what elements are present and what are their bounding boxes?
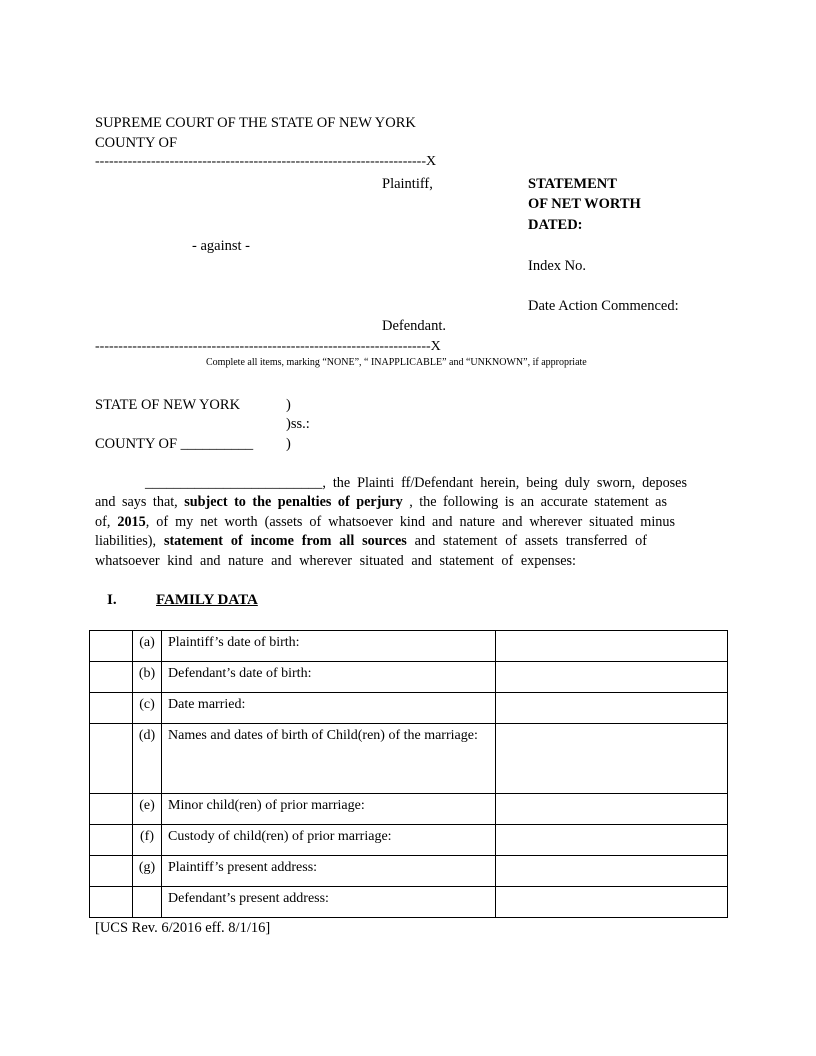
caption-divider-top: -----------------------------------------------------------------------X: [95, 154, 437, 169]
statement-dated: DATED:: [528, 217, 583, 233]
row-answer-field[interactable]: [496, 887, 728, 918]
statement-title-line1: STATEMENT: [528, 176, 617, 192]
row-answer-field[interactable]: [496, 631, 728, 662]
row-letter: (f): [133, 825, 162, 856]
section-number: I.: [107, 592, 117, 608]
venue-ss: )ss.:: [286, 416, 310, 432]
row-answer-field[interactable]: [496, 662, 728, 693]
row-label: Names and dates of birth of Child(ren) of the marriage:: [162, 724, 496, 794]
table-row: [90, 631, 728, 662]
oath-text: liabilities),: [95, 533, 164, 550]
court-title: SUPREME COURT OF THE STATE OF NEW YORK: [95, 115, 416, 131]
row-answer-field[interactable]: [496, 794, 728, 825]
table-row: [90, 794, 728, 825]
statement-title-line2: OF NET WORTH: [528, 196, 641, 212]
row-label: Plaintiff’s present address:: [162, 856, 496, 887]
table-row: [90, 693, 728, 724]
oath-emphasis: 2015: [117, 513, 146, 530]
table-row: [90, 825, 728, 856]
table-row: [90, 662, 728, 693]
row-label: Defendant’s present address:: [162, 887, 496, 918]
venue-county: COUNTY OF __________: [95, 436, 254, 452]
oath-text: whatsoever kind and nature and wherever situated and statement of expenses:: [95, 552, 576, 569]
oath-line: [95, 552, 576, 571]
row-margin-cell: [90, 887, 133, 918]
row-label: Plaintiff’s date of birth:: [162, 631, 496, 662]
defendant-label: Defendant.: [382, 318, 447, 334]
row-label: Defendant’s date of birth:: [162, 662, 496, 693]
section-title: FAMILY DATA: [156, 592, 258, 608]
row-label: Date married:: [162, 693, 496, 724]
oath-text: of,: [95, 513, 118, 530]
row-margin-cell: [90, 631, 133, 662]
row-margin-cell: [90, 856, 133, 887]
oath-text: , the following is an accurate statement as: [409, 494, 667, 511]
county-label: COUNTY OF: [95, 135, 178, 151]
venue-paren: ): [286, 397, 291, 413]
row-answer-field[interactable]: [496, 693, 728, 724]
date-action-commenced-label: Date Action Commenced:: [528, 298, 679, 314]
revision-footer: [UCS Rev. 6/2016 eff. 8/1/16]: [95, 920, 271, 936]
deponent-name-blank: _________________________: [145, 475, 323, 491]
venue-state: STATE OF NEW YORK: [95, 397, 241, 413]
oath-emphasis: statement of income from all sources: [163, 533, 415, 550]
index-number-label: Index No.: [528, 258, 586, 274]
row-label: Custody of child(ren) of prior marriage:: [162, 825, 496, 856]
oath-line: [95, 474, 687, 493]
row-letter: (a): [133, 631, 162, 662]
family-data-table: [89, 630, 728, 918]
row-letter: (d): [133, 724, 162, 794]
row-letter: (g): [133, 856, 162, 887]
oath-text: , of my net worth (assets of whatsoever kind and nature and wherever situated minus: [145, 513, 675, 530]
oath-text: , the Plainti ff/Defendant herein, being duly sworn, deposes: [322, 475, 687, 491]
table-row: [90, 887, 728, 918]
table-row: [90, 724, 728, 794]
caption-divider-bottom: ------------------------------------------------------------------------X: [95, 339, 441, 354]
row-label: Minor child(ren) of prior marriage:: [162, 794, 496, 825]
row-margin-cell: [90, 724, 133, 794]
row-letter: [133, 887, 162, 918]
row-margin-cell: [90, 662, 133, 693]
instruction-note: Complete all items, marking “NONE”, “ INAPPLICABLE” and “UNKNOWN”, if appropriate: [206, 357, 587, 368]
plaintiff-label: Plaintiff,: [382, 176, 433, 192]
row-answer-field[interactable]: [496, 825, 728, 856]
venue-paren: ): [286, 436, 291, 452]
row-answer-field[interactable]: [496, 856, 728, 887]
row-margin-cell: [90, 794, 133, 825]
table-row: [90, 856, 728, 887]
against-label: - against -: [192, 238, 250, 254]
oath-line: [95, 513, 675, 532]
row-letter: (e): [133, 794, 162, 825]
row-answer-field[interactable]: [496, 724, 728, 794]
row-margin-cell: [90, 693, 133, 724]
oath-text: and statement of assets transferred of: [414, 533, 647, 550]
oath-emphasis: subject to the penalties of perjury: [184, 494, 410, 511]
row-letter: (b): [133, 662, 162, 693]
oath-paragraph: [95, 474, 687, 571]
oath-line: [95, 532, 647, 551]
row-margin-cell: [90, 825, 133, 856]
row-letter: (c): [133, 693, 162, 724]
oath-text: and says that,: [95, 494, 185, 511]
oath-line: [95, 493, 667, 512]
